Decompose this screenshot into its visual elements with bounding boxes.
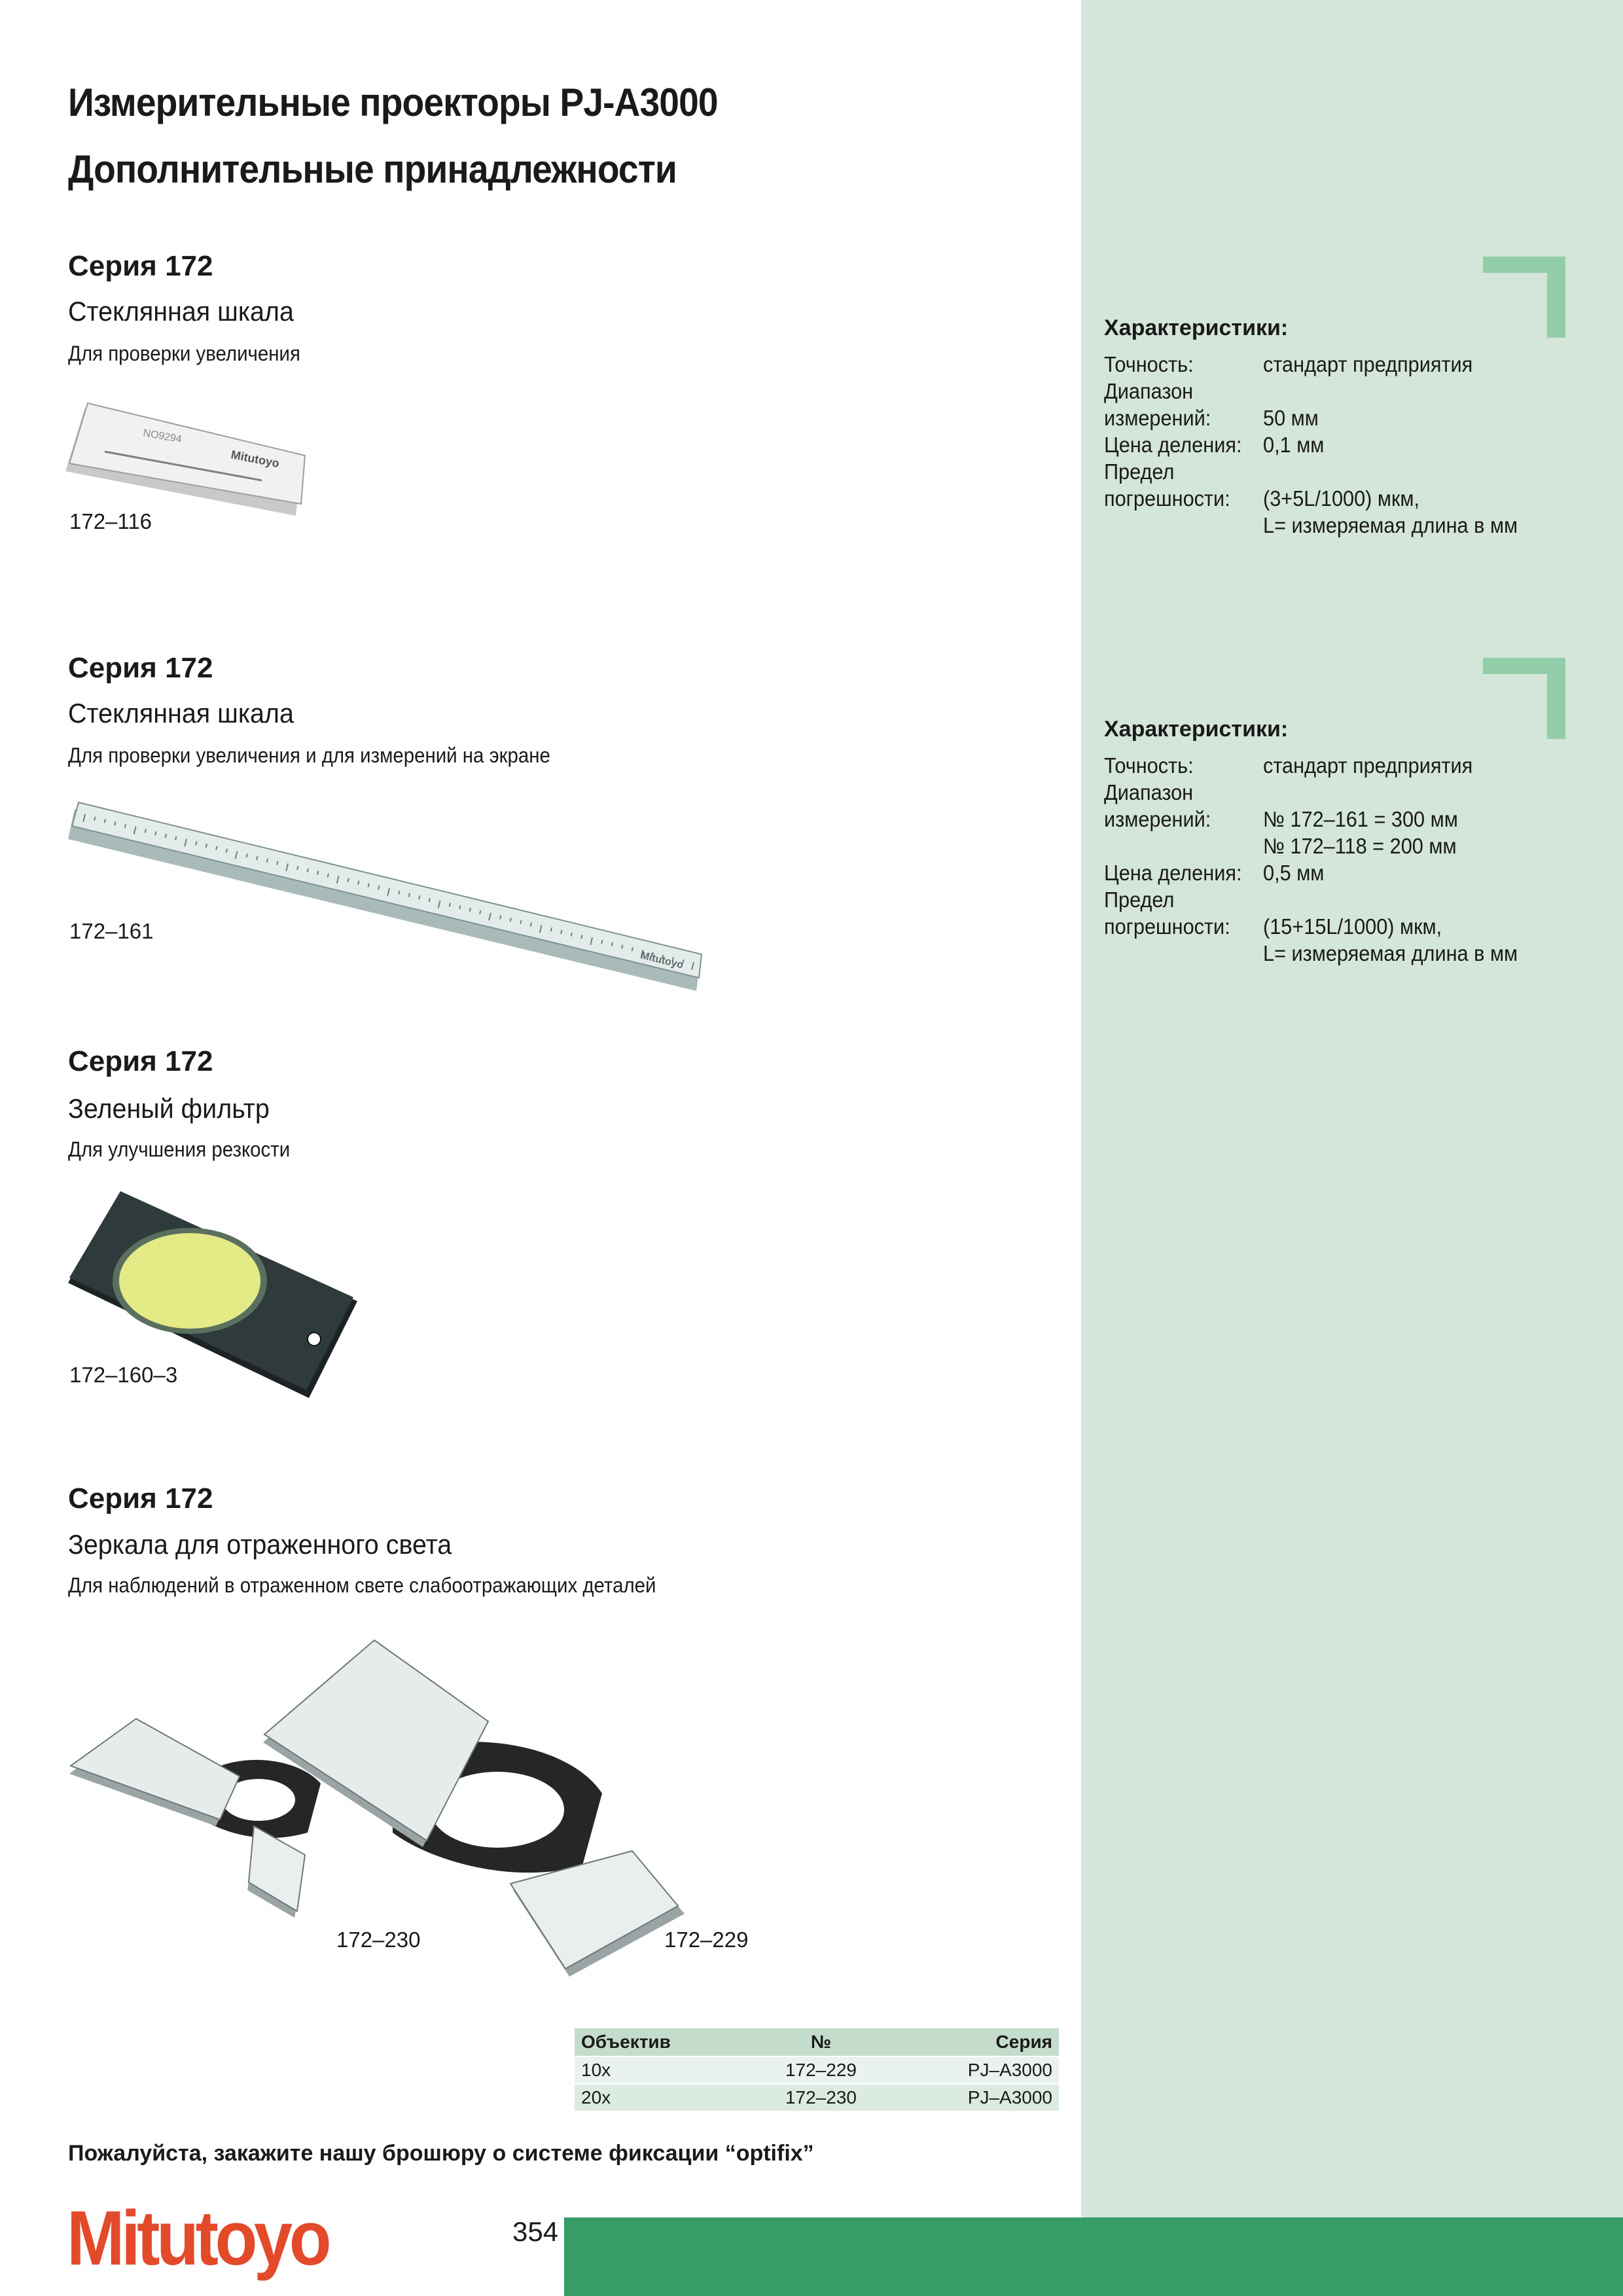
scale-tick: [368, 884, 369, 888]
spec-value: № 172–161 = 300 мм: [1263, 807, 1458, 831]
product-series: Серия 172: [68, 1482, 213, 1515]
table-cell: 172–229: [749, 2056, 893, 2084]
product-description: Для улучшения резкости: [68, 1138, 291, 1161]
plate-number-label: NO9294: [142, 427, 183, 446]
scale-tick: [581, 935, 582, 939]
spec-value: № 172–118 = 200 мм: [1263, 834, 1457, 858]
product-name: Зеркала для отраженного света: [68, 1529, 452, 1560]
table-header-row: [575, 2028, 1059, 2056]
product-description: Для проверки увеличения и для измерений на экране: [68, 744, 550, 767]
scale-tick: [267, 859, 268, 863]
spec-label: Диапазон: [1104, 780, 1194, 804]
table-row: [575, 2056, 1059, 2084]
scale-tick: [226, 849, 227, 853]
table-cell: 172–230: [749, 2084, 893, 2111]
brochure-note: Пожалуйста, закажите нашу брошюру о системе фиксации “optifix”: [68, 2141, 814, 2166]
glass-scale-long-image: [65, 800, 707, 996]
table-cell: 10x: [575, 2056, 749, 2084]
product-name: Стеклянная шкала: [68, 296, 294, 327]
table-header-cell: Серия: [893, 2028, 1059, 2056]
corner-mark: [1483, 658, 1565, 739]
scale-tick: [409, 893, 410, 897]
scale-tick: [348, 878, 349, 882]
product-description: Для проверки увеличения: [68, 342, 300, 365]
page-subtitle: Дополнительные принадлежности: [68, 147, 677, 191]
spec-label: погрешности:: [1104, 486, 1230, 511]
scale-tick: [510, 918, 511, 922]
brand-mark: Mitutoyo: [230, 448, 281, 471]
product-code: 172–160–3: [69, 1363, 178, 1387]
scale-tick: [378, 886, 379, 889]
product-code: 172–230: [336, 1928, 421, 1952]
product-code: 172–161: [69, 919, 154, 943]
footer-bar: [564, 2217, 1623, 2296]
product-code: 172–229: [664, 1928, 749, 1952]
scale-tick: [612, 942, 613, 946]
product-code: 172–116: [69, 509, 152, 533]
spec-value: (3+5L/1000) мкм,: [1263, 486, 1420, 511]
specs-title: Характеристики:: [1104, 315, 1289, 340]
table-header-cell: №: [749, 2028, 893, 2056]
table-cell: 20x: [575, 2084, 749, 2111]
scale-tick: [520, 920, 521, 924]
scale-tick: [155, 831, 156, 835]
brand-mark: Mitutoyo: [639, 950, 685, 971]
table-row: [575, 2084, 1059, 2111]
scale-tick: [328, 873, 329, 877]
spec-label: Диапазон: [1104, 379, 1194, 403]
side-panel: [1081, 0, 1623, 2296]
spec-value: 0,1 мм: [1263, 433, 1325, 457]
scale-tick: [216, 846, 217, 850]
scale-tick: [206, 844, 207, 848]
scale-tick: [632, 947, 633, 951]
scale-tick: [145, 829, 146, 833]
scale-tick: [561, 930, 562, 934]
spec-value: 0,5 мм: [1263, 861, 1325, 885]
product-series: Серия 172: [68, 652, 213, 684]
corner-mark: [1483, 257, 1565, 338]
spec-label: измерений:: [1104, 807, 1211, 831]
scale-tick: [317, 871, 318, 875]
product-name: Стеклянная шкала: [68, 698, 294, 728]
spec-label: погрешности:: [1104, 914, 1230, 939]
scale-tick: [571, 933, 572, 937]
page-number: 354: [512, 2216, 559, 2247]
scale-tick: [94, 817, 95, 821]
scale-tick: [297, 866, 298, 870]
spec-value: L= измеряемая длина в мм: [1263, 513, 1518, 537]
spec-value: стандарт предприятия: [1263, 352, 1473, 376]
spec-label: Предел: [1104, 888, 1175, 912]
scale-tick: [358, 881, 359, 885]
spec-value: 50 мм: [1263, 406, 1319, 430]
specs-title: Характеристики:: [1104, 717, 1289, 742]
product-name: Зеленый фильтр: [68, 1093, 270, 1124]
lens-table: [575, 2028, 1059, 2111]
spec-value: стандарт предприятия: [1263, 753, 1473, 778]
spec-value: L= измеряемая длина в мм: [1263, 941, 1518, 965]
glass-scale-small-image: [65, 399, 327, 517]
table-cell: PJ–A3000: [893, 2084, 1059, 2111]
scale-tick: [601, 940, 602, 944]
spec-label: Точность:: [1104, 753, 1194, 778]
brand-logo: Mitutoyo: [67, 2195, 329, 2282]
table-cell: PJ–A3000: [893, 2056, 1059, 2084]
spec-label: Предел: [1104, 459, 1175, 484]
spec-value: (15+15L/1000) мкм,: [1263, 914, 1442, 939]
spec-label: Точность:: [1104, 352, 1194, 376]
scale-tick: [175, 836, 176, 840]
spec-label: Цена деления:: [1104, 861, 1242, 885]
spec-label: Цена деления:: [1104, 433, 1242, 457]
scale-tick: [429, 898, 430, 902]
product-series: Серия 172: [68, 250, 213, 282]
product-series: Серия 172: [68, 1045, 213, 1077]
product-description: Для наблюдений в отраженном свете слабоотражающих деталей: [68, 1573, 656, 1597]
scale-tick: [459, 905, 460, 909]
scale-tick: [470, 908, 471, 912]
scale-tick: [500, 915, 501, 919]
table-header-cell: Объектив: [575, 2028, 749, 2056]
scale-tick: [551, 927, 552, 931]
scale-tick: [125, 824, 126, 828]
page-title: Измерительные проекторы PJ-A3000: [68, 81, 718, 124]
spec-label: измерений:: [1104, 406, 1211, 430]
